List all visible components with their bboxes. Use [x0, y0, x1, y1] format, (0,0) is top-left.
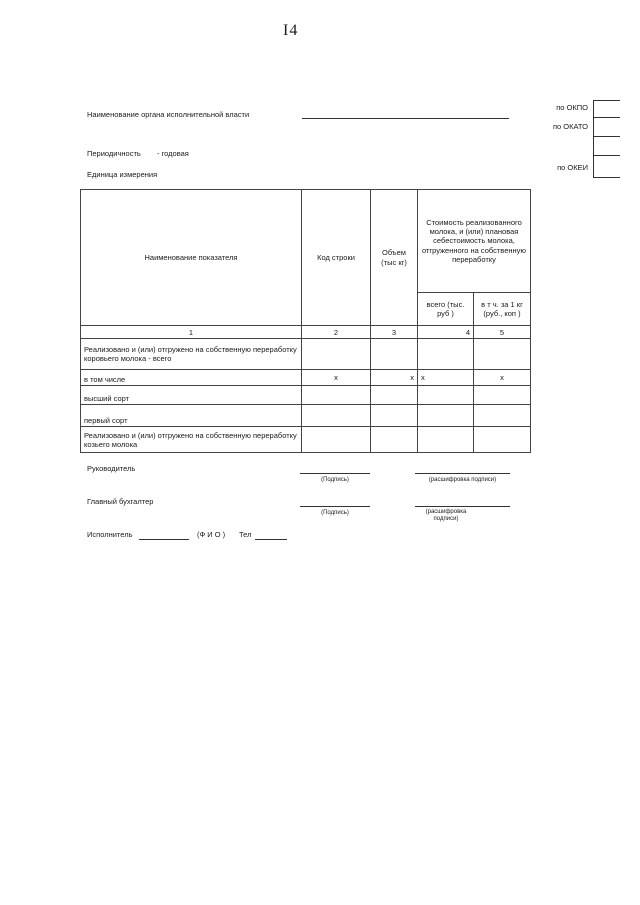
row-volume-cell[interactable]	[371, 339, 418, 370]
table-row	[81, 405, 531, 427]
row-volume-cell[interactable]	[371, 427, 418, 453]
unit-label: Единица измерения	[87, 170, 158, 179]
header-cost: Стоимость реализованного молока, и (или) плановая себестоимость молока, отгруженного на собственную переработку	[418, 190, 531, 293]
organ-label: Наименование органа исполнительной власти	[87, 110, 250, 119]
row-volume-cell[interactable]	[371, 405, 418, 427]
col-num-4: 4	[418, 326, 474, 339]
executor-input-line[interactable]	[139, 539, 189, 540]
head-signature-line[interactable]	[300, 473, 370, 474]
okei-input-line[interactable]	[593, 177, 620, 178]
codes-box-left-border	[593, 100, 594, 178]
row-total-cell[interactable]	[418, 339, 474, 370]
row-name: в том числе	[81, 370, 302, 386]
head-label: Руководитель	[87, 464, 136, 473]
row-total-cell[interactable]	[418, 405, 474, 427]
row-code-cell[interactable]	[302, 339, 371, 370]
accountant-decode-caption: (расшифровка подписи)	[425, 509, 467, 523]
head-signature-caption: (Подпись)	[321, 477, 349, 483]
row-per-kg-cell[interactable]	[474, 427, 531, 453]
okato-input-line[interactable]	[593, 136, 620, 137]
periodicity-value: - годовая	[157, 149, 189, 158]
row-name: первый сорт	[81, 405, 302, 427]
head-decode-caption: (расшифровка подписи)	[428, 477, 497, 483]
executor-label: Исполнитель	[87, 530, 133, 539]
row-per-kg-cell: х	[474, 370, 531, 386]
periodicity-label: Периодичность	[87, 149, 141, 158]
accountant-signature-caption: (Подпись)	[321, 510, 349, 516]
row-code-cell[interactable]	[302, 405, 371, 427]
okpo-label: по ОКПО	[556, 103, 588, 112]
header-cost-total: всего (тыс. руб )	[418, 293, 474, 326]
col-num-1: 1	[81, 326, 302, 339]
organ-input-line[interactable]	[302, 118, 509, 119]
fio-label: (Ф И О )	[197, 530, 226, 539]
phone-label: Тел	[239, 530, 252, 539]
row-total-cell[interactable]	[418, 427, 474, 453]
phone-input-line[interactable]	[255, 539, 287, 540]
row-code-cell[interactable]	[302, 386, 371, 405]
col-num-5: 5	[474, 326, 531, 339]
row-total-cell[interactable]	[418, 386, 474, 405]
codes-separator-line	[593, 155, 620, 156]
row-total-cell: х	[418, 370, 474, 386]
accountant-decode-line[interactable]	[415, 506, 510, 507]
row-per-kg-cell[interactable]	[474, 405, 531, 427]
header-row-code: Код строки	[302, 190, 371, 326]
okpo-box-top	[593, 100, 620, 101]
header-indicator-name: Наименование показателя	[81, 190, 302, 326]
page-number: I4	[283, 22, 299, 39]
head-decode-line[interactable]	[415, 473, 510, 474]
table-row	[81, 427, 531, 453]
accountant-signature-line[interactable]	[300, 506, 370, 507]
row-volume-cell[interactable]	[371, 386, 418, 405]
okei-label: по ОКЕИ	[557, 163, 588, 172]
row-name: Реализовано и (или) отгружено на собственную переработку козьего молока	[81, 427, 302, 453]
header-cost-per-kg: в т ч. за 1 кг (руб., коп )	[474, 293, 531, 326]
accountant-label: Главный бухгалтер	[87, 497, 154, 506]
row-code-cell: х	[302, 370, 371, 386]
row-name: Реализовано и (или) отгружено на собственную переработку коровьего молока - всего	[81, 339, 302, 370]
row-name: высший сорт	[81, 386, 302, 405]
table-row	[81, 370, 531, 386]
header-volume: Объем (тыс кг)	[371, 190, 418, 326]
okpo-input-line[interactable]	[593, 117, 620, 118]
row-per-kg-cell[interactable]	[474, 339, 531, 370]
col-num-2: 2	[302, 326, 371, 339]
row-volume-cell: х	[371, 370, 418, 386]
column-numbers-row	[81, 326, 531, 339]
table-row	[81, 386, 531, 405]
table-row	[81, 339, 531, 370]
okato-label: по ОКАТО	[552, 122, 588, 131]
indicators-table	[80, 189, 531, 453]
col-num-3: 3	[371, 326, 418, 339]
row-per-kg-cell[interactable]	[474, 386, 531, 405]
row-code-cell[interactable]	[302, 427, 371, 453]
